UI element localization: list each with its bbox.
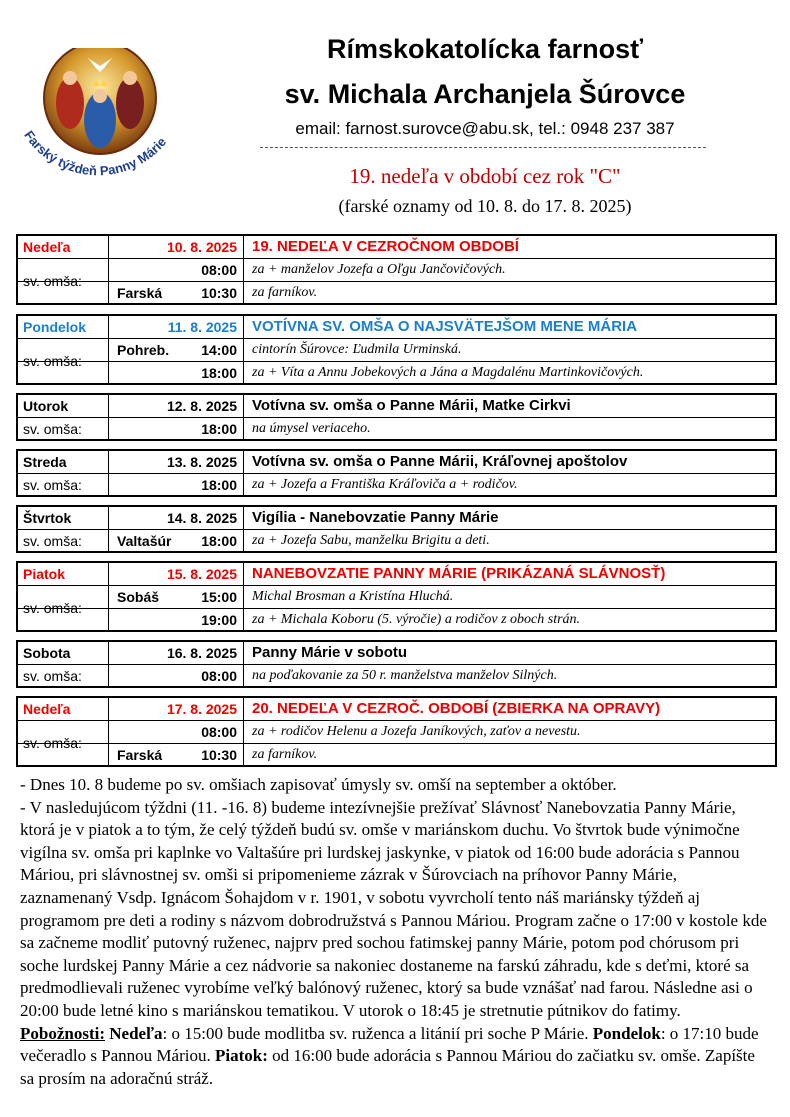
mass-time: 18:00 [201,421,237,437]
day-name: Štvrtok [23,510,72,526]
day-title: VOTÍVNA SV. OMŠA O NAJSVÄTEJŠOM MENE MÁRIA [243,316,775,338]
day-title: Panny Márie v sobotu [243,642,775,664]
day-title: Votívna sv. omša o Panne Márii, Matke Cirkvi [243,395,775,417]
mass-time: 10:30 [201,747,237,763]
day-name: Nedeľa [23,239,71,255]
mass-intention: za farníkov. [243,282,775,304]
mass-label: sv. omša: [23,533,82,549]
mass-place: Pohreb. [117,342,170,358]
devotion-day: Piatok: [214,1046,268,1066]
mass-time: 18:00 [201,533,237,549]
mass-time: 08:00 [201,724,237,740]
devotion-text: od 16:00 bude adorácia s Pannou Máriou do začiatku sv. omše. Zapíšte sa prosím na adoračnú stráž. [20,1046,755,1088]
mass-intention: za + Jozefa Sabu, manželku Brigitu a deti. [243,530,775,552]
day-date: 10. 8. 2025 [166,239,237,255]
mass-time: 08:00 [201,262,237,278]
mass-place: Farská [117,285,163,301]
parish-logo [8,48,208,208]
mass-label: sv. omša: [23,273,82,289]
announcement-2: - V nasledujúcom týždni (11. -16. 8) budeme intezívnejšie prežívať Slávnosť Nanebovzatia Panny Márie, ktorá je v piatok a to tým, že celý týždeň budú sv. omše v mariánskom duchu. Vo štvrtok bude výnimočne vigílna sv. omša pri kaplnke vo Valtašúre pri lurdskej jaskynke, v piatok od 16:00 bude adorácia s Pannou Máriou, pri slávnostnej sv. omši si pripomenieme zázrak v Šúrovciach na príhovor Panny Márie, zaznamenaný Vsdp. Ignácom Šohajdom v r. 1901, v sobotu vyvrcholí tento náš mariánsky týždeň aj programom pre deti a rodiny s názvom dobrodružstvá s Pannou Máriou. Program začne o 17:00 v kostole kde sa začneme modliť putovný ruženec, najprv pred sochou fatimskej panny Márie, potom pod chórusom pri soche lurdskej Panny Márie a cez nádvorie sa nakoniec dostaneme na farskú záhradu, kde s deťmi, ktoré sa predmodlievali ruženec vyrobíme veľký balónový ruženec, ktorý sa bude vznášať nad farou. Následne asi o 20:00 bude letné kino s mariánskou tematikou. V utorok o 18:45 je stretnutie pútnikov do fatimy. [20,797,767,1020]
day-name: Piatok [23,566,66,582]
day-date: 17. 8. 2025 [166,701,237,717]
divider [260,147,706,148]
mass-label: sv. omša: [23,668,82,684]
mass-time: 18:00 [201,477,237,493]
devotions-label: Pobožnosti: [20,1023,105,1043]
mass-place: Valtašúr [117,533,172,549]
mass-time: 14:00 [201,342,237,358]
day-date: 15. 8. 2025 [166,566,237,582]
mass-time: 10:30 [201,285,237,301]
mass-label: sv. omša: [23,477,82,493]
mass-intention: za + Víta a Annu Jobekových a Jána a Magdalénu Martinkovičových. [243,362,775,384]
day-date: 16. 8. 2025 [166,645,237,661]
mass-place: Sobáš [117,589,160,605]
parish-name: Rímskokatolícka farnosť [326,34,644,64]
day-block-monday [16,314,777,385]
day-name: Sobota [23,645,71,661]
mass-intention: na poďakovanie za 50 r. manželstva manželov Silných. [243,665,775,687]
mass-time: 08:00 [201,668,237,684]
day-name: Utorok [23,398,69,414]
sunday-title: 19. nedeľa v období cez rok "C" [349,164,621,188]
mass-time: 19:00 [201,612,237,628]
announcement-1: - Dnes 10. 8 budeme po sv. omšiach zapisovať úmysly sv. omší na september a október. [20,775,617,794]
contact-line[interactable]: email: farnost.surovce@abu.sk, tel.: 0948 237 387 [295,119,675,138]
day-block-saturday [16,640,777,688]
devotion-day: Pondelok [592,1023,661,1043]
day-block-tuesday [16,393,777,441]
devotions [20,1023,770,1091]
mass-intention: za + rodičov Helenu a Jozefa Janíkových, zaťov a nevestu. [243,721,775,743]
mass-label: sv. omša: [23,353,82,369]
mass-intention: za + Michala Koboru (5. výročie) a rodičov z oboch strán. [243,609,775,631]
announcements [20,774,770,1090]
parish-patron: sv. Michala Archanjela Šúrovce [284,79,686,109]
day-block-friday [16,561,777,632]
day-block-wednesday [16,449,777,497]
day-title: NANEBOVZATIE PANNY MÁRIE (PRIKÁZANÁ SLÁVNOSŤ) [243,563,775,585]
day-title: 19. NEDEĽA V CEZROČNOM OBDOBÍ [243,236,775,258]
day-name: Pondelok [23,319,87,335]
day-block-thursday [16,505,777,553]
mass-time: 15:00 [201,589,237,605]
mass-intention: Michal Brosman a Kristína Hluchá. [243,586,775,608]
day-date: 12. 8. 2025 [166,398,237,414]
day-block-sunday-17 [16,696,777,767]
mass-intention: cintorín Šúrovce: Ľudmila Urminská. [243,339,775,361]
mass-intention: za + manželov Jozefa a Oľgu Jančovičových. [243,259,775,281]
mass-intention: za + Jozefa a Františka Kráľoviča a + rodičov. [243,474,775,496]
day-title: 20. NEDEĽA V CEZROČ. OBDOBÍ (ZBIERKA NA OPRAVY) [243,698,775,720]
day-date: 14. 8. 2025 [166,510,237,526]
day-date: 11. 8. 2025 [167,319,237,335]
mass-label: sv. omša: [23,421,82,437]
mass-time: 18:00 [201,365,237,381]
day-title: Vigília - Nanebovzatie Panny Márie [243,507,775,529]
devotion-day: Nedeľa [109,1023,163,1043]
day-block-sunday-10 [16,234,777,305]
mass-intention: na úmysel veriaceho. [243,418,775,440]
mass-place: Farská [117,747,163,763]
devotion-text: : o 17:10 bude večeradlo s Pannou Máriou. [20,1023,759,1066]
day-date: 13. 8. 2025 [166,454,237,470]
date-range: (farské oznamy od 10. 8. do 17. 8. 2025) [338,196,632,216]
day-name: Streda [23,454,67,470]
day-title: Votívna sv. omša o Panne Márii, Kráľovnej apoštolov [243,451,775,473]
devotion-text: : o 15:00 bude modlitba sv. ruženca a litánií pri soche P Márie. [162,1023,589,1043]
mass-label: sv. omša: [23,600,82,616]
logo-text: Farský týždeň Panny Márie [21,127,170,179]
mass-intention: za farníkov. [243,744,775,766]
mass-label: sv. omša: [23,735,82,751]
day-name: Nedeľa [23,701,71,717]
